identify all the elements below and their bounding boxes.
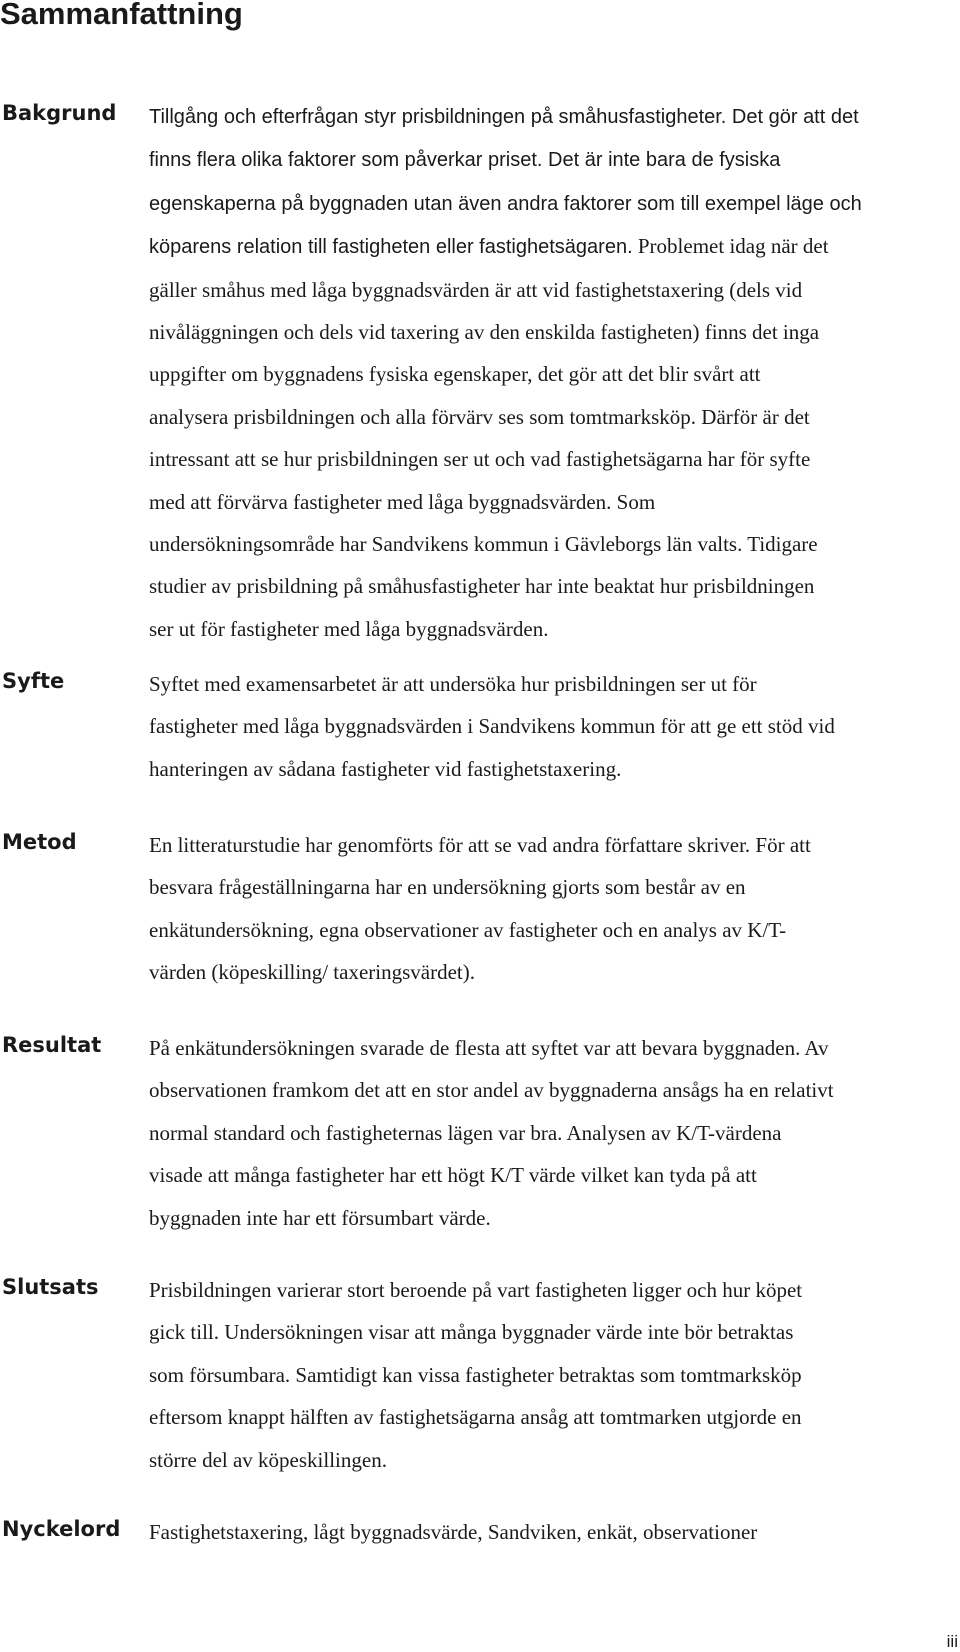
section-label: Resultat: [2, 1033, 102, 1057]
text-line: [149, 909, 933, 951]
text-line: [149, 748, 933, 790]
section-text: [149, 1511, 933, 1553]
text-run-serif: med att förvärva fastigheter med låga byggnadsvärden. Som: [149, 489, 656, 514]
text-line: [149, 1069, 933, 1111]
text-run-serif: Problemet idag när det: [632, 234, 829, 259]
section-text: [149, 663, 933, 790]
text-line: [149, 225, 933, 268]
text-line: [149, 1112, 933, 1154]
page-number: iii: [946, 1632, 958, 1651]
text-line: [149, 663, 933, 705]
text-run-serif: besvara frågeställningarna har en undersökning gjorts som består av en: [149, 875, 746, 900]
text-run-serif: nivåläggningen och dels vid taxering av den enskilda fastigheten) finns det inga: [149, 320, 820, 345]
text-line: [149, 1197, 933, 1239]
section-text: [149, 1269, 933, 1481]
text-run-serif: Prisbildningen varierar stort beroende på vart fastigheten ligger och hur köpet: [149, 1278, 803, 1302]
page-title: Sammanfattning: [0, 0, 243, 31]
text-run-sans: egenskaperna på byggnaden utan även andra faktorer som till exempel läge och: [149, 192, 862, 215]
text-line: [149, 523, 933, 565]
text-run-serif: gick till. Undersökningen visar att många byggnader värde inte bör betraktas: [149, 1320, 794, 1345]
text-line: [149, 182, 933, 225]
text-run-sans: köparens relation till fastigheten eller fastighetsägaren.: [149, 236, 633, 259]
text-line: [149, 1354, 933, 1396]
text-run-serif: studier av prisbildning på småhusfastigheter har inte beaktat hur prisbildningen: [149, 574, 815, 599]
text-line: [149, 824, 933, 866]
text-line: [149, 396, 933, 438]
section-label: Nyckelord: [2, 1517, 121, 1541]
text-run-serif: normal standard och fastigheternas lägen var bra. Analysen av K/T-värdena: [149, 1120, 782, 1145]
text-run-serif: uppgifter om byggnadens fysiska egenskaper, det gör att det blir svårt att: [149, 362, 761, 387]
text-run-serif: På enkätundersökningen svarade de flesta att syftet var att bevara byggnaden. Av: [149, 1036, 829, 1060]
text-run-serif: visade att många fastigheter har ett högt K/T värde vilket kan tyda på att: [149, 1163, 757, 1188]
section-text: [149, 95, 933, 650]
text-run-serif: värden (köpeskilling/ taxeringsvärdet).: [149, 960, 475, 985]
text-run-serif: En litteraturstudie har genomförts för att se vad andra författare skriver. För att: [149, 833, 811, 857]
text-run-serif: Fastighetstaxering, lågt byggnadsvärde, Sandviken, enkät, observationer: [149, 1520, 758, 1544]
text-run-serif: ser ut för fastigheter med låga byggnadsvärden.: [149, 616, 549, 641]
text-run-serif: intressant att se hur prisbildningen ser ut och vad fastighetsägarna har för syfte: [149, 447, 811, 472]
text-run-serif: Syftet med examensarbetet är att undersöka hur prisbildningen ser ut för: [149, 672, 757, 696]
section-label: Syfte: [2, 669, 65, 693]
text-run-serif: fastigheter med låga byggnadsvärden i Sandvikens kommun för att ge ett stöd vid: [149, 714, 835, 739]
text-run-serif: byggnaden inte har ett försumbart värde.: [149, 1205, 491, 1230]
text-line: [149, 353, 933, 395]
text-line: [149, 1311, 933, 1353]
text-line: [149, 311, 933, 353]
text-run-sans: Tillgång och efterfrågan styr prisbildningen på småhusfastigheter. Det gör att det: [149, 106, 859, 128]
text-line: [149, 1439, 933, 1481]
text-line: [149, 608, 933, 650]
section-label: Bakgrund: [2, 101, 117, 125]
text-line: [149, 866, 933, 908]
text-line: [149, 1396, 933, 1438]
text-run-serif: analysera prisbildningen och alla förvärv ses som tomtmarksköp. Därför är det: [149, 404, 810, 429]
text-run-serif: hanteringen av sådana fastigheter vid fastighetstaxering.: [149, 756, 622, 781]
text-line: [149, 565, 933, 607]
section-text: [149, 824, 933, 994]
text-line: [149, 438, 933, 480]
text-line: [149, 1027, 933, 1069]
text-line: [149, 951, 933, 993]
text-line: [149, 1269, 933, 1311]
text-run-serif: eftersom knappt hälften av fastighetsägarna ansåg att tomtmarken utgjorde en: [149, 1405, 802, 1430]
text-line: [149, 705, 933, 747]
text-run-sans: finns flera olika faktorer som påverkar priset. Det är inte bara de fysiska: [149, 149, 781, 172]
section-text: [149, 1027, 933, 1239]
text-run-serif: som försumbara. Samtidigt kan vissa fastigheter betraktas som tomtmarksköp: [149, 1362, 802, 1387]
text-line: [149, 138, 933, 181]
section-label: Slutsats: [2, 1275, 99, 1299]
text-run-serif: gäller småhus med låga byggnadsvärden är att vid fastighetstaxering (dels vid: [149, 277, 803, 302]
text-run-serif: undersökningsområde har Sandvikens kommun i Gävleborgs län valts. Tidigare: [149, 532, 818, 557]
section-label: Metod: [2, 830, 77, 854]
text-line: [149, 1511, 933, 1553]
text-run-serif: enkätundersökning, egna observationer av fastigheter och en analys av K/T-: [149, 917, 787, 942]
text-line: [149, 1154, 933, 1196]
text-line: [149, 481, 933, 523]
text-run-serif: observationen framkom det att en stor andel av byggnaderna ansågs ha en relativt: [149, 1078, 834, 1103]
text-line: [149, 95, 933, 138]
text-run-serif: större del av köpeskillingen.: [149, 1447, 387, 1472]
text-line: [149, 269, 933, 311]
